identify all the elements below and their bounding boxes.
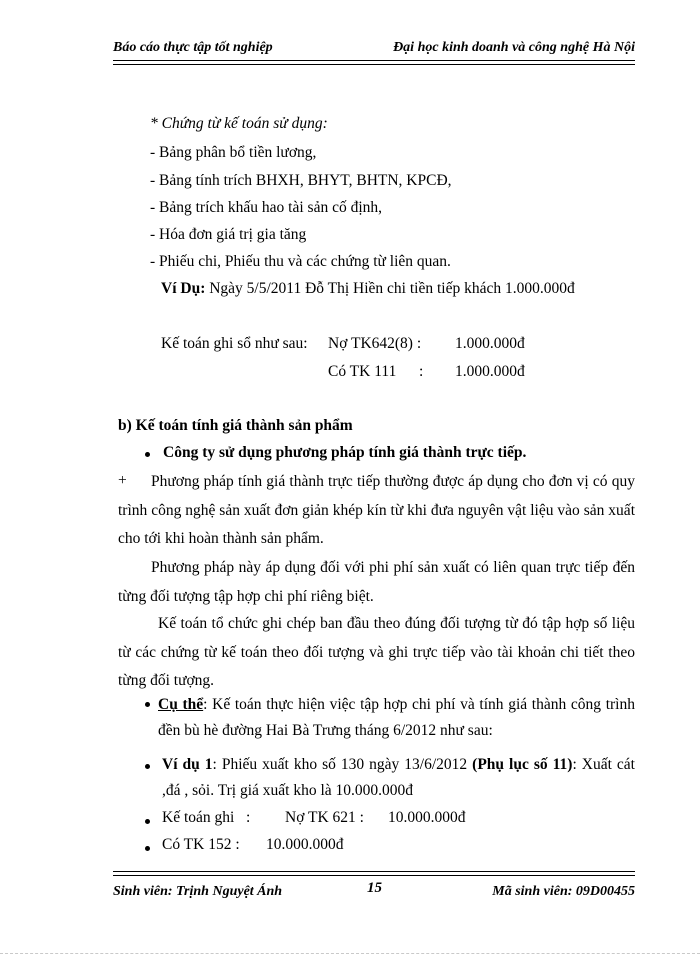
entry1-debit-amount: 1.000.000đ [455, 335, 525, 352]
entry1-credit-colon: : [419, 363, 424, 380]
bullet-icon [145, 764, 150, 769]
bullet-icon [145, 846, 150, 851]
docs-item: - Bảng phân bổ tiền lương, [150, 144, 317, 161]
header-right: Đại học kinh doanh và công nghệ Hà Nội [393, 40, 635, 55]
example2-text-b: : Xuất cát ,đá , sỏi. Trị giá xuất kho là 10.000.000đ [162, 756, 635, 799]
page-edge-divider [0, 953, 700, 954]
specific-text: : Kế toán thực hiện việc tập hợp chi phí và tính giá thành công trình đền bù hè đường Hai Bà Trưng tháng 6/2012 như sau: [158, 696, 635, 739]
entry1-label: Kế toán ghi sổ như sau: [161, 335, 308, 352]
entry3-credit-account: Có TK 152 : [162, 836, 240, 853]
docs-item: - Bảng trích khấu hao tài sản cố định, [150, 199, 383, 216]
section-b-heading: b) Kế toán tính giá thành sản phẩm [118, 417, 353, 434]
header-rule-bottom [113, 64, 635, 65]
example2-paragraph [162, 752, 635, 804]
footer-rule-top [113, 871, 635, 872]
docs-item: - Bảng tính trích BHXH, BHYT, BHTN, KPCĐ, [150, 172, 452, 189]
docs-item: - Hóa đơn giá trị gia tăng [150, 226, 307, 243]
section-b-para3: Kế toán tổ chức ghi chép ban đầu theo đúng đối tượng từ đó tập hợp số liệu từ các chứng từ kế toán theo đối tượng và ghi trực tiếp vào tài khoản chi tiết theo từng đối tượng. [118, 615, 635, 689]
footer-student: Sinh viên: Trịnh Nguyệt Ánh [113, 884, 283, 899]
section-b-bullet: Công ty sử dụng phương pháp tính giá thành trực tiếp. [163, 444, 527, 461]
docs-item: - Phiếu chi, Phiếu thu và các chứng từ liên quan. [150, 253, 451, 270]
bullet-icon [145, 819, 150, 824]
example2-label: Ví dụ 1 [162, 756, 213, 773]
bullet-icon [145, 452, 150, 457]
section-b-para2: Phương pháp này áp dụng đối với phi phí sản xuất có liên quan trực tiếp đến từng đối tượng tập hợp chi phí riêng biệt. [118, 559, 635, 605]
entry1-debit-account: Nợ TK642(8) : [328, 335, 422, 352]
entry1-credit-account: Có TK 111 [328, 363, 397, 380]
entry2-debit-account: Nợ TK 621 : [285, 809, 364, 826]
entry3-credit-amount: 10.000.000đ [266, 836, 344, 853]
header-rule-top [113, 60, 635, 61]
bullet-icon [145, 702, 150, 707]
plus-mark: + [118, 472, 127, 489]
example1-text: Ngày 5/5/2011 Đỗ Thị Hiền chi tiền tiếp khách 1.000.000đ [209, 280, 575, 297]
example2-text-a: : Phiếu xuất kho số 130 ngày 13/6/2012 [212, 756, 473, 773]
specific-paragraph [158, 692, 635, 744]
example1-label: Ví Dụ: [161, 280, 206, 297]
entry1-credit-amount: 1.000.000đ [455, 363, 525, 380]
specific-label: Cụ thể [158, 696, 204, 713]
entry2-debit-amount: 10.000.000đ [388, 809, 466, 826]
footer-rule-bottom [113, 875, 635, 876]
entry2-label: Kế toán ghi : [162, 809, 251, 826]
footer-student-id: Mã sinh viên: 09D00455 [492, 884, 635, 899]
example2-ref: (Phụ lục số 11) [472, 756, 573, 773]
docs-heading: * Chứng từ kế toán sử dụng: [150, 115, 328, 132]
section-b-para1: Phương pháp tính giá thành trực tiếp thường được áp dụng cho đơn vị có quy trình công nghệ sản xuất đơn giản khép kín từ khi đưa nguyên vật liệu vào sản xuất cho tới khi hoàn thành sản phẩm. [118, 473, 635, 547]
page-number: 15 [367, 880, 382, 896]
header-left: Báo cáo thực tập tốt nghiệp [113, 40, 273, 55]
example1-line [161, 280, 575, 298]
